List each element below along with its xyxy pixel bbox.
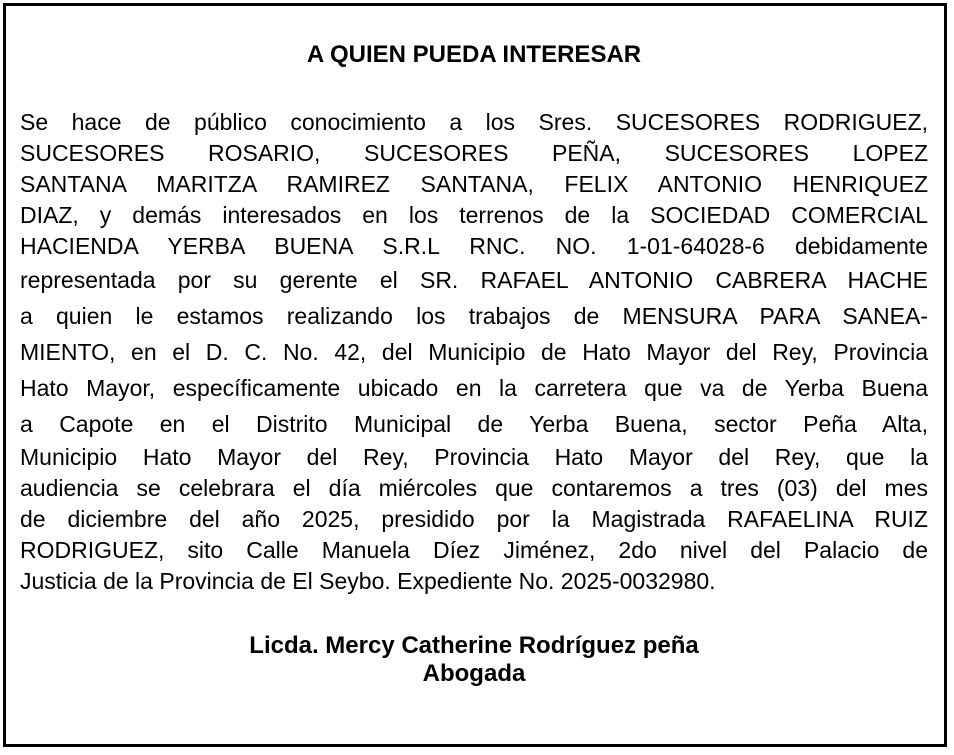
notice-title: A QUIEN PUEDA INTERESAR — [306, 41, 642, 68]
body-line: MIENTO, en el D. C. No. 42, del Municipio de Hato Mayor del Rey, Provincia — [20, 339, 928, 365]
body-line: a Capote en el Distrito Municipal de Yerba Buena, sector Peña Alta, — [20, 411, 928, 437]
body-line: SUCESORES ROSARIO, SUCESORES PEÑA, SUCESORES LOPEZ — [20, 140, 928, 166]
body-line: DIAZ, y demás interesados en los terrenos de la SOCIEDAD COMERCIAL — [20, 202, 928, 228]
body-line: Se hace de público conocimiento a los Sres. SUCESORES RODRIGUEZ, — [20, 109, 928, 135]
body-line: a quien le estamos realizando los trabajos de MENSURA PARA SANEA- — [20, 303, 928, 329]
body-line: representada por su gerente el SR. RAFAEL ANTONIO CABRERA HACHE — [20, 267, 928, 293]
notice-body — [20, 107, 928, 597]
body-line: audiencia se celebrara el día miércoles que contaremos a tres (03) del mes — [20, 475, 928, 501]
body-line: HACIENDA YERBA BUENA S.R.L RNC. NO. 1-01-64028-6 debidamente — [20, 233, 928, 259]
body-line: Hato Mayor, específicamente ubicado en la carretera que va de Yerba Buena — [20, 375, 928, 401]
signature-role: Abogada — [422, 660, 526, 687]
signature-name: Licda. Mercy Catherine Rodríguez peña — [249, 632, 699, 659]
signature-block — [0, 632, 948, 688]
body-line: Municipio Hato Mayor del Rey, Provincia Hato Mayor del Rey, que la — [20, 444, 928, 470]
body-line: de diciembre del año 2025, presidido por la Magistrada RAFAELINA RUIZ — [20, 506, 928, 532]
body-line: SANTANA MARITZA RAMIREZ SANTANA, FELIX ANTONIO HENRIQUEZ — [20, 171, 928, 197]
body-line: RODRIGUEZ, sito Calle Manuela Díez Jiménez, 2do nivel del Palacio de — [20, 537, 928, 563]
body-line: Justicia de la Provincia de El Seybo. Expediente No. 2025-0032980. — [20, 568, 716, 594]
